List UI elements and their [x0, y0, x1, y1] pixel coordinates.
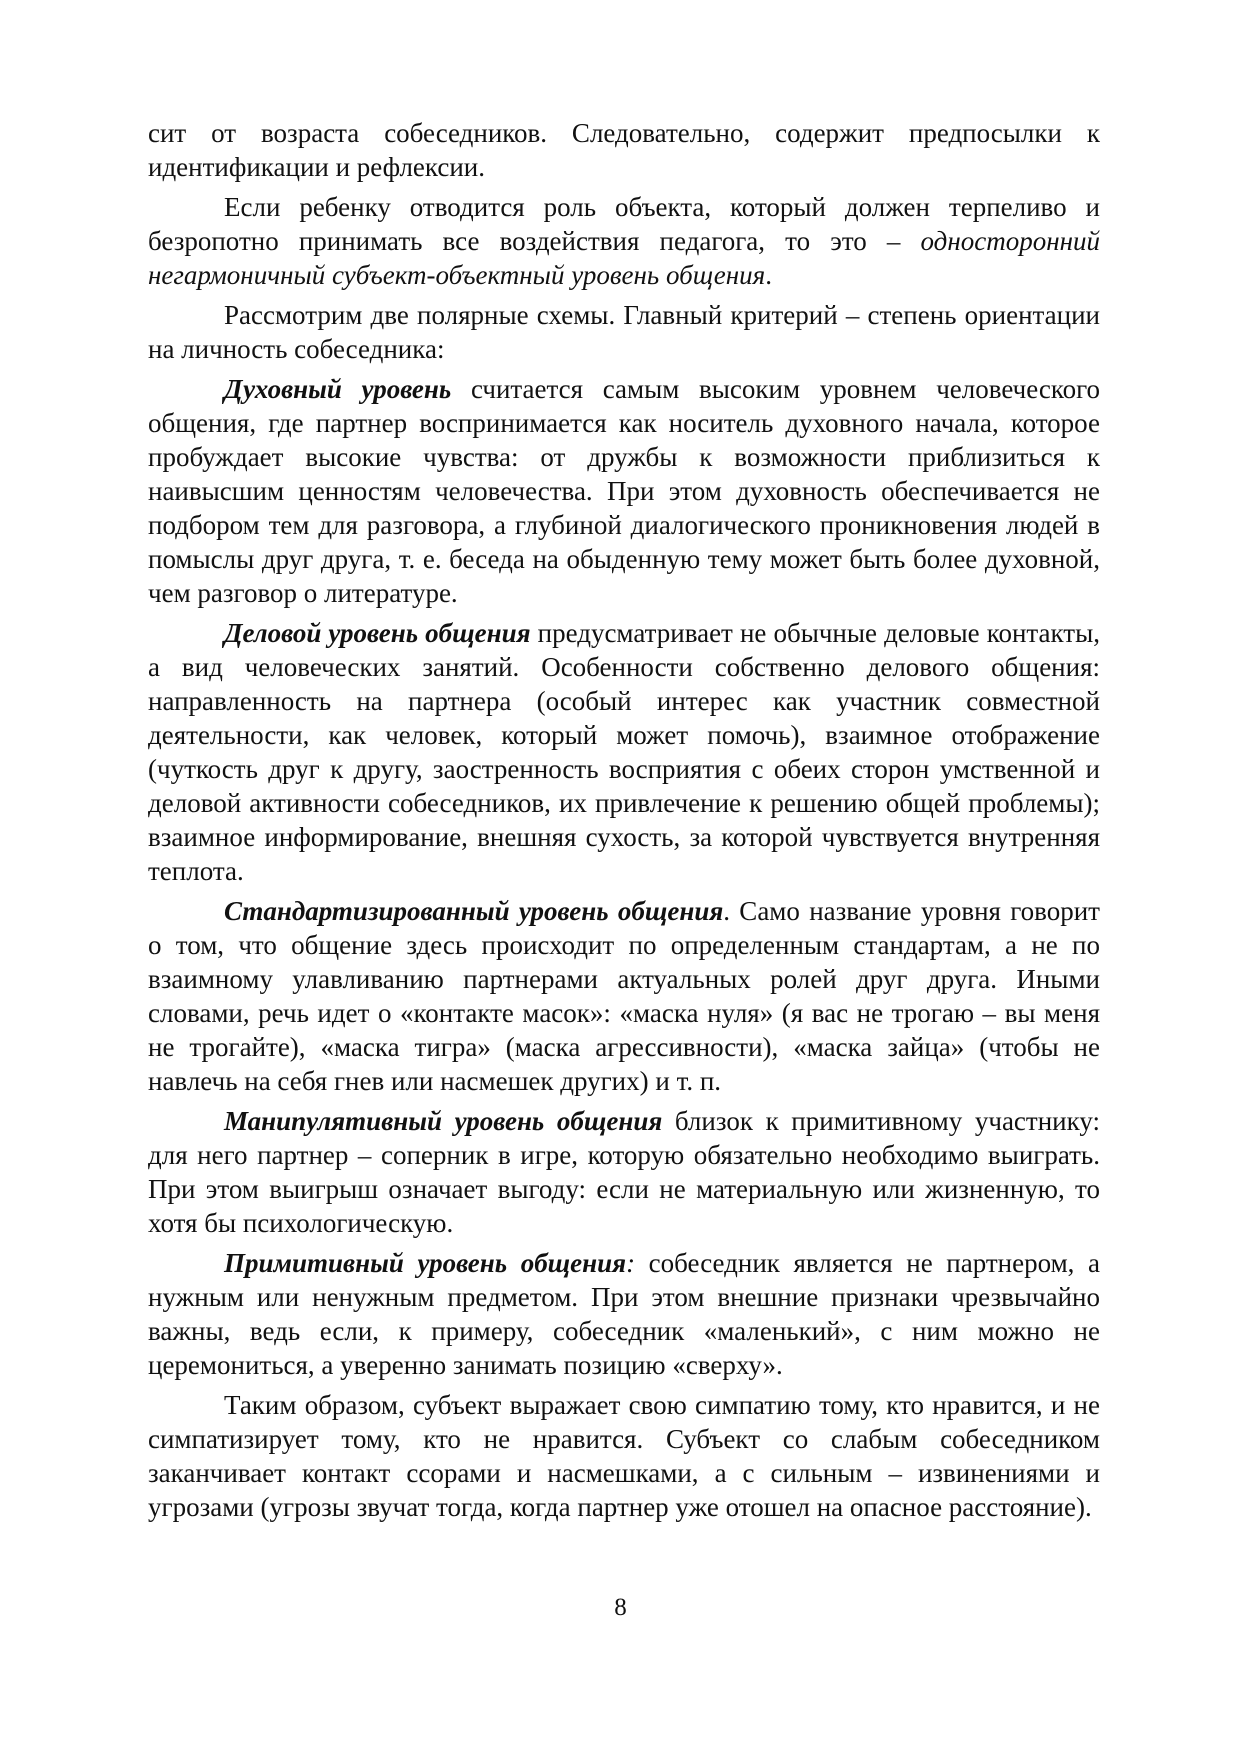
paragraph-object-role: [148, 190, 1100, 292]
paragraph-conclusion: Таким образом, субъект выражает свою симпатию тому, кто нравится, и не симпатизирует тому, кто не нравится. Субъект со слабым собеседником заканчивает контакт ссорами и насмешками, а с сильным – извинениями и угрозами (угрозы звучат тогда, когда партнер уже отошел на опасное расстояние).: [148, 1390, 1100, 1522]
term-suffix: :: [626, 1248, 636, 1278]
page-number: 8: [614, 1594, 627, 1621]
paragraph-standardized-level: [148, 894, 1100, 1098]
paragraph-text: .: [765, 260, 772, 290]
paragraph-spiritual-level: [148, 372, 1100, 610]
paragraph-text: близок к примитивному участнику: для него партнер – соперник в игре, которую обязательно необходимо выиграть. При этом выигрыш означает выгоду: если не материальную или жизненную, то хотя бы психологическую.: [148, 1106, 1100, 1238]
italic-term-one-sided-level: односторонний негармоничный субъект-объектный уровень общения: [148, 226, 1100, 290]
term-spiritual-level: Духовный уровень: [224, 374, 452, 404]
paragraph-text: Если ребенку отводится роль объекта, который должен терпеливо и безропотно принимать все воздействия педагога, то это –: [148, 192, 1100, 256]
paragraph-primitive-level: [148, 1246, 1100, 1382]
paragraph-business-level: [148, 616, 1100, 888]
paragraph-text: собеседник является не партнером, а нужным или ненужным предметом. При этом внешние признаки чрезвычайно важны, ведь если, к примеру, собеседник «маленький», с ним можно не церемониться, а уверенно занимать позицию «сверху».: [148, 1248, 1101, 1380]
term-standardized-level: Стандартизированный уровень общения: [224, 896, 724, 926]
paragraph-text: считается самым высоким уровнем человеческого общения, где партнер воспринимается как носитель духовного начала, которое пробуждает высокие чувства: от дружбы к возможности приблизиться к наивысшим ценностям человечества. При этом духовность обеспечивается не подбором тем для разговора, а глубиной диалогического проникновения людей в помыслы друг друга, т. е. беседа на обыденную тему может быть более духовной, чем разговор о литературе.: [148, 374, 1100, 608]
paragraph-manipulative-level: [148, 1104, 1100, 1240]
paragraph-continuation: сит от возраста собеседников. Следовательно, содержит предпосылки к идентификации и рефлексии.: [148, 118, 1100, 182]
term-business-level: Деловой уровень общения: [224, 618, 531, 648]
term-manipulative-level: Манипулятивный уровень общения: [224, 1106, 663, 1136]
document-page: [148, 116, 1100, 1530]
paragraph-two-schemes: Рассмотрим две полярные схемы. Главный критерий – степень ориентации на личность собеседника:: [148, 300, 1100, 364]
paragraph-text: предусматривает не обычные деловые контакты, а вид человеческих занятий. Особенности собственно делового общения: направленность на партнера (особый интерес как участник совместной деятельности, как человек, который может помочь), взаимное отображение (чуткость друг к другу, заостренность восприятия с обеих сторон умственной и деловой активности собеседников, их привлечение к решению общей проблемы); взаимное информирование, внешняя сухость, за которой чувствуется внутренняя теплота.: [148, 618, 1100, 886]
term-primitive-level: Примитивный уровень общения: [224, 1248, 627, 1278]
paragraph-text: . Само название уровня говорит о том, что общение здесь происходит по определенным стандартам, а не по взаимному улавливанию партнерами актуальных ролей друг друга. Иными словами, речь идет о «контакте масок»: «маска нуля» (я вас не трогаю – вы меня не трогайте), «маска тигра» (маска агрессивности), «маска зайца» (чтобы не навлечь на себя гнев или насмешек других) и т. п.: [148, 896, 1100, 1096]
